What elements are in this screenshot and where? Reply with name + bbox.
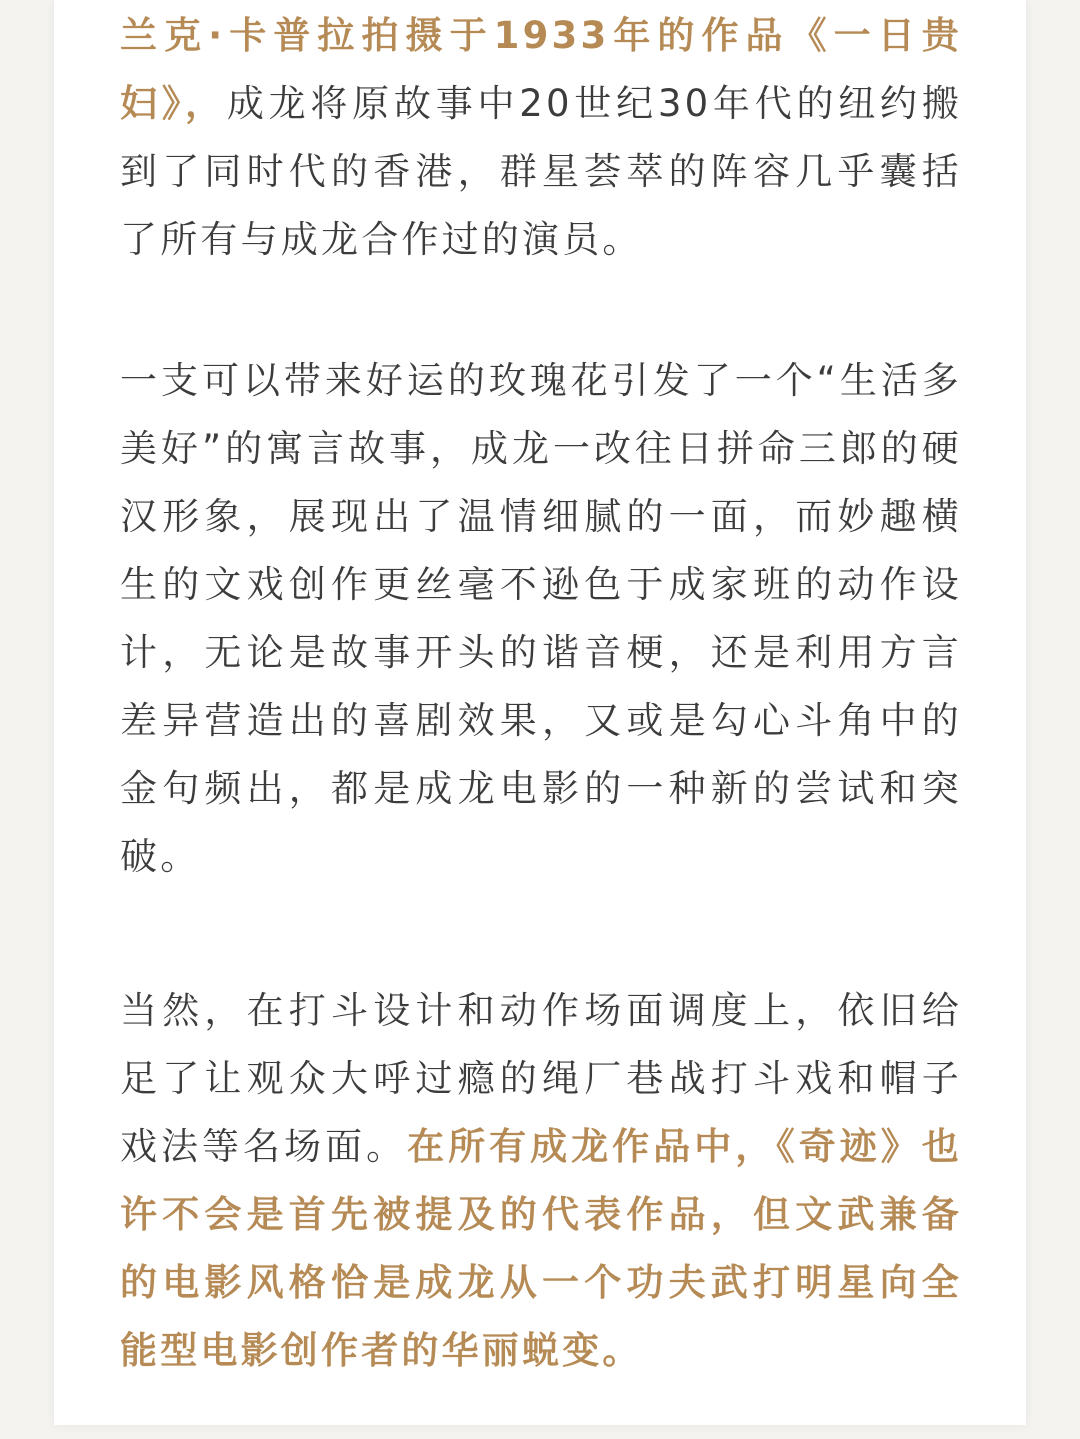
paragraph-text: 当然，在打斗设计和动作场面调度上，依旧给足了让观众大呼过瘾的绳厂巷战打斗戏和帽子戏法等名场面。	[120, 989, 962, 1168]
highlight-text: 在所有成龙作品中，《奇迹》也许不会是首先被提及的代表作品，但文武兼备的电影风格恰是成龙从一个功夫武打明星向全能型电影创作者的华丽蜕变。	[120, 1125, 962, 1372]
paragraph-2	[120, 347, 962, 891]
article-content	[120, 0, 962, 1385]
paragraph-text: 一支可以带来好运的玫瑰花引发了一个“生活多美好”的寓言故事，成龙一改往日拼命三郎的硬汉形象，展现出了温情细腻的一面，而妙趣横生的文戏创作更丝毫不逊色于成家班的动作设计，无论是故事开头的谐音梗，还是利用方言差异营造出的喜剧效果，又或是勾心斗角中的金句频出，都是成龙电影的一种新的尝试和突破。	[120, 359, 962, 878]
paragraph-1	[120, 2, 962, 274]
paragraph-text: 成龙将原故事中20世纪30年代的纽约搬到了同时代的香港，群星荟萃的阵容几乎囊括了所有与成龙合作过的演员。	[120, 82, 962, 261]
article-card	[54, 0, 1026, 1425]
highlight-text: 兰克·卡普拉拍摄于1933年的作品《一日贵妇》，	[120, 14, 962, 125]
paragraph-3	[120, 977, 962, 1385]
